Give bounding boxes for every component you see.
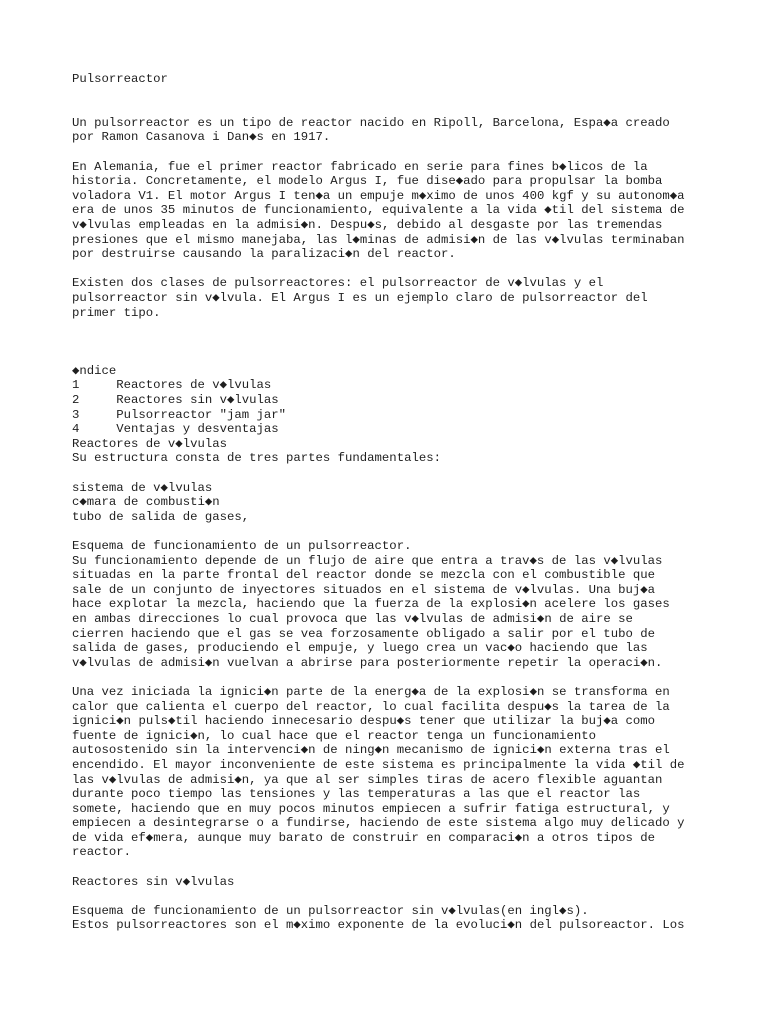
structure-intro: Su estructura consta de tres partes fundamentales: [72, 451, 441, 466]
paragraph-line: Una vez iniciada la ignici◆n parte de la energ◆a de la explosi◆n se transforma en [72, 684, 670, 699]
blank-line [72, 335, 752, 350]
paragraph-line: historia. Concretamente, el modelo Argus I, fue dise◆ado para propulsar la bomba [72, 174, 663, 189]
paragraph-line: primer tipo. [72, 305, 161, 320]
toc-item: 2 Reactores sin v◆lvulas [72, 393, 279, 408]
paragraph-line: salida de gases, produciendo el empuje, y luego crea un vac◆o haciendo que las [72, 641, 648, 656]
blank-line [72, 889, 752, 904]
toc-item: 3 Pulsorreactor "jam jar" [72, 407, 287, 422]
paragraph-line: empiecen a desintegrarse o a fundirse, haciendo de este sistema algo muy delicado y [72, 816, 685, 831]
paragraph-line: En Alemania, fue el primer reactor fabricado en serie para fines b◆licos de la [72, 159, 648, 174]
toc-heading: ◆ndice [72, 363, 117, 378]
ignition-paragraph [72, 685, 752, 860]
blank-line [72, 145, 752, 160]
document-body [72, 72, 752, 933]
paragraph-line: Esquema de funcionamiento de un pulsorreactor. [72, 539, 412, 553]
section-heading: Reactores sin v◆lvulas [72, 874, 235, 889]
blank-line [72, 670, 752, 685]
paragraph-line: situadas en la parte frontal del reactor donde se mezcla con el combustible que [72, 568, 655, 583]
paragraph-line: en ambas direcciones lo cual provoca que las v◆lvulas de admisi◆n de aire se [72, 611, 633, 626]
paragraph-line: Esquema de funcionamiento de un pulsorreactor sin v◆lvulas(en ingl◆s). [72, 903, 589, 918]
paragraph-line: reactor. [72, 845, 132, 860]
paragraph-line: pulsorreactor sin v◆lvula. El Argus I es un ejemplo claro de pulsorreactor del [72, 290, 648, 305]
blank-line [72, 320, 752, 335]
valveless-paragraph [72, 904, 752, 933]
paragraph-line: las v◆lvulas de admisi◆n, ya que al ser simples tiras de acero flexible aguantan [72, 772, 663, 787]
paragraph-line: voladora V1. El motor Argus I ten◆a un empuje m◆ximo de unos 400 kgf y su autonom◆a [72, 188, 685, 203]
toc-item: 1 Reactores de v◆lvulas [72, 378, 272, 393]
blank-line [72, 860, 752, 875]
blank-line [72, 87, 752, 102]
toc-item: 4 Ventajas y desventajas [72, 422, 279, 437]
list-item: tubo de salida de gases, [72, 509, 250, 524]
paragraph-line: por destruirse causando la paralizaci◆n del reactor. [72, 247, 456, 262]
paragraph-line: ignici◆n puls◆til haciendo innecesario despu◆s tener que utilizar la buj◆a como [72, 714, 656, 729]
paragraph-line: presiones que el mismo manejaba, las l◆minas de admisi◆n de las v◆lvulas terminaban [72, 232, 685, 247]
paragraph-line: Un pulsorreactor es un tipo de reactor nacido en Ripoll, Barcelona, Espa◆a creado [72, 115, 670, 130]
blank-line [72, 262, 752, 277]
paragraph-line: por Ramon Casanova i Dan◆s en 1917. [72, 130, 331, 145]
paragraph-line: somete, haciendo que en muy pocos minutos empiecen a sufrir fatiga estructural, y [72, 801, 670, 816]
section-heading: Reactores de v◆lvulas [72, 436, 227, 451]
paragraph-line: Su funcionamiento depende de un flujo de aire que entra a trav◆s de las v◆lvulas [72, 553, 663, 568]
blank-line [72, 101, 752, 116]
paragraph-line: calor que calienta el cuerpo del reactor, lo cual facilita despu◆s la tarea de la [72, 699, 670, 714]
blank-line [72, 524, 752, 539]
paragraph-line: Existen dos clases de pulsorreactores: el pulsorreactor de v◆lvulas y el [72, 276, 604, 291]
document-title: Pulsorreactor [72, 72, 168, 86]
classes-paragraph [72, 276, 752, 320]
paragraph-line: v◆lvulas empleadas en la admisi◆n. Despu◆s, debido al desgaste por las tremendas [72, 217, 663, 232]
blank-line [72, 349, 752, 364]
blank-line [72, 466, 752, 481]
paragraph-line: era de unos 35 minutos de funcionamiento, equivalente a la vida ◆til del sistema de [72, 203, 685, 218]
paragraph-line: v◆lvulas de admisi◆n vuelvan a abrirse para posteriormente repetir la operaci◆n. [72, 655, 663, 670]
history-paragraph [72, 160, 752, 262]
paragraph-line: cierren haciendo que el gas se vea forzosamente obligado a salir por el tubo de [72, 626, 655, 641]
list-item: sistema de v◆lvulas [72, 480, 213, 495]
paragraph-line: fuente de ignici◆n, lo cual hace que el reactor tenga un funcionamiento [72, 728, 596, 743]
list-item: c◆mara de combusti◆n [72, 495, 220, 510]
paragraph-line: hace explotar la mezcla, haciendo que la fuerza de la explosi◆n acelere los gases [72, 597, 670, 612]
intro-paragraph [72, 116, 752, 145]
paragraph-line: Estos pulsorreactores son el m◆ximo exponente de la evoluci◆n del pulsoreactor. Los [72, 918, 685, 933]
paragraph-line: sale de un conjunto de inyectores situados en el sistema de v◆lvulas. Una buj◆a [72, 582, 656, 597]
paragraph-line: de vida ef◆mera, aunque muy barato de construir en comparaci◆n a otros tipos de [72, 830, 656, 845]
paragraph-line: durante poco tiempo las tensiones y las temperaturas a las que el reactor las [72, 787, 641, 802]
operation-paragraph [72, 539, 752, 670]
paragraph-line: autosostenido sin la intervenci◆n de ning◆n mecanismo de ignici◆n externa tras el [72, 743, 670, 758]
paragraph-line: encendido. El mayor inconveniente de este sistema es principalmente la vida ◆til de [72, 757, 685, 772]
parts-list [72, 481, 752, 525]
table-of-contents [72, 364, 752, 437]
